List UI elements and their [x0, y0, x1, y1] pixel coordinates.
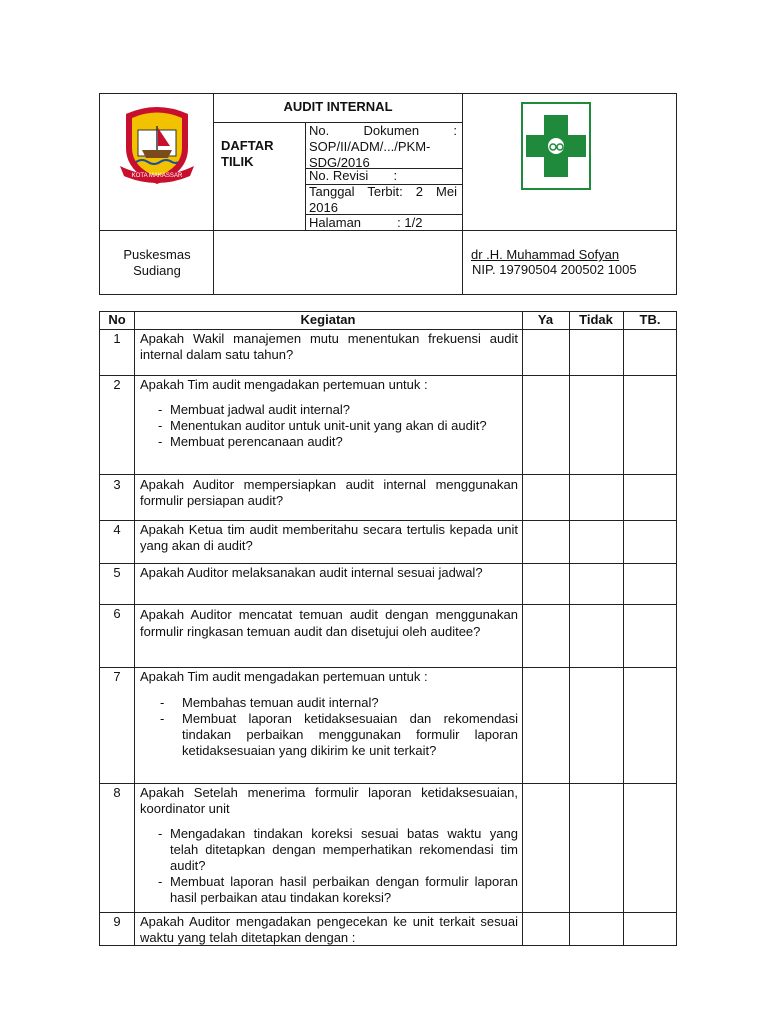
signer-name: dr .H. Muhammad Sofyan: [471, 247, 620, 262]
row-number: 5: [113, 565, 121, 580]
column-header-tb: TB.: [639, 312, 661, 327]
row-divider: [99, 520, 677, 521]
row-number: 6: [113, 606, 121, 621]
row-question: Apakah Auditor mempersiapkan audit internal menggunakan formulir persiapan audit?: [140, 477, 518, 508]
row-question: Apakah Wakil manajemen mutu menentukan frekuensi audit internal dalam satu tahun?: [140, 331, 518, 362]
row-divider: [99, 375, 677, 376]
row-divider: [99, 604, 677, 605]
sub-list: [158, 826, 518, 906]
row-divider: [99, 667, 677, 668]
row-question: Apakah Setelah menerima formulir laporan ketidaksesuaian, koordinator unit: [140, 785, 518, 816]
column-header-no: No: [108, 312, 126, 327]
column-divider: [623, 311, 624, 946]
organization-name: Puskesmas Sudiang: [123, 247, 191, 278]
column-header-kegiatan: Kegiatan: [300, 312, 356, 327]
document-title: AUDIT INTERNAL: [283, 99, 393, 114]
row-number: 9: [113, 914, 121, 929]
row-divider: [99, 783, 677, 784]
emblem-ribbon-text: KOTA MAKASSAR: [131, 173, 183, 179]
row-question: Apakah Ketua tim audit memberitahu secara tertulis kepada unit yang akan di audit?: [140, 522, 518, 553]
column-divider: [569, 311, 570, 946]
emblem-ship: [142, 150, 172, 158]
row-question: Apakah Auditor mengadakan pengecekan ke unit terkait sesuai waktu yang telah ditetapkan dengan :: [140, 914, 518, 945]
sub-item: - Membuat perencanaan audit?: [158, 434, 343, 449]
header-divider: [462, 93, 463, 295]
row-divider: [99, 329, 677, 330]
row-number: 1: [113, 331, 121, 346]
sub-item: - Membuat jadwal audit internal?: [158, 402, 350, 417]
sub-item: - Menentukan auditor untuk unit-unit yang akan di audit?: [158, 418, 487, 433]
issue-date: Tanggal Terbit: 2 Mei 2016: [309, 184, 457, 215]
row-number: 7: [113, 669, 121, 684]
sub-list: [158, 695, 518, 759]
row-number: 8: [113, 785, 121, 800]
column-divider: [522, 311, 523, 946]
sub-item: - Membuat laporan hasil perbaikan dengan formulir laporan hasil perbaikan atau tindakan koreksi?: [158, 874, 518, 905]
row-divider: [99, 474, 677, 475]
header-divider: [213, 93, 214, 295]
sub-item: - Mengadakan tindakan koreksi sesuai batas waktu yang telah ditetapkan dengan memperhatikan rekomendasi tim audit?: [158, 826, 518, 873]
row-question: Apakah Tim audit mengadakan pertemuan untuk :: [140, 669, 428, 684]
signer-nip: NIP. 19790504 200502 1005: [472, 262, 637, 277]
row-number: 3: [113, 477, 121, 492]
column-header-tidak: Tidak: [579, 312, 613, 327]
row-question: Apakah Auditor melaksanakan audit internal sesuai jadwal?: [140, 565, 483, 580]
row-divider: [99, 563, 677, 564]
sub-item: - Membahas temuan audit internal?: [160, 695, 379, 710]
column-header-ya: Ya: [537, 312, 554, 327]
row-number: 2: [113, 377, 121, 392]
puskesmas-logo: [520, 101, 592, 191]
sub-item: - Membuat laporan ketidaksesuaian dan rekomendasi tindakan perbaikan menggunakan formulir laporan ketidaksesuaian yang dikirim ke unit terkait?: [160, 711, 518, 758]
page-number: Halaman : 1/2: [309, 215, 423, 230]
revision-number: No. Revisi :: [309, 168, 398, 183]
city-emblem-logo: [118, 100, 196, 186]
sub-list: [158, 402, 518, 450]
row-divider: [99, 912, 677, 913]
row-question: Apakah Auditor mencatat temuan audit dengan menggunakan formulir ringkasan temuan audit dan disetujui oleh auditee?: [140, 607, 518, 639]
column-divider: [134, 311, 135, 946]
document-type: DAFTAR TILIK: [221, 138, 274, 169]
row-question: Apakah Tim audit mengadakan pertemuan untuk :: [140, 377, 428, 392]
document-number: No. Dokumen : SOP/II/ADM/.../PKM-SDG/2016: [309, 123, 457, 170]
row-number: 4: [113, 522, 121, 537]
